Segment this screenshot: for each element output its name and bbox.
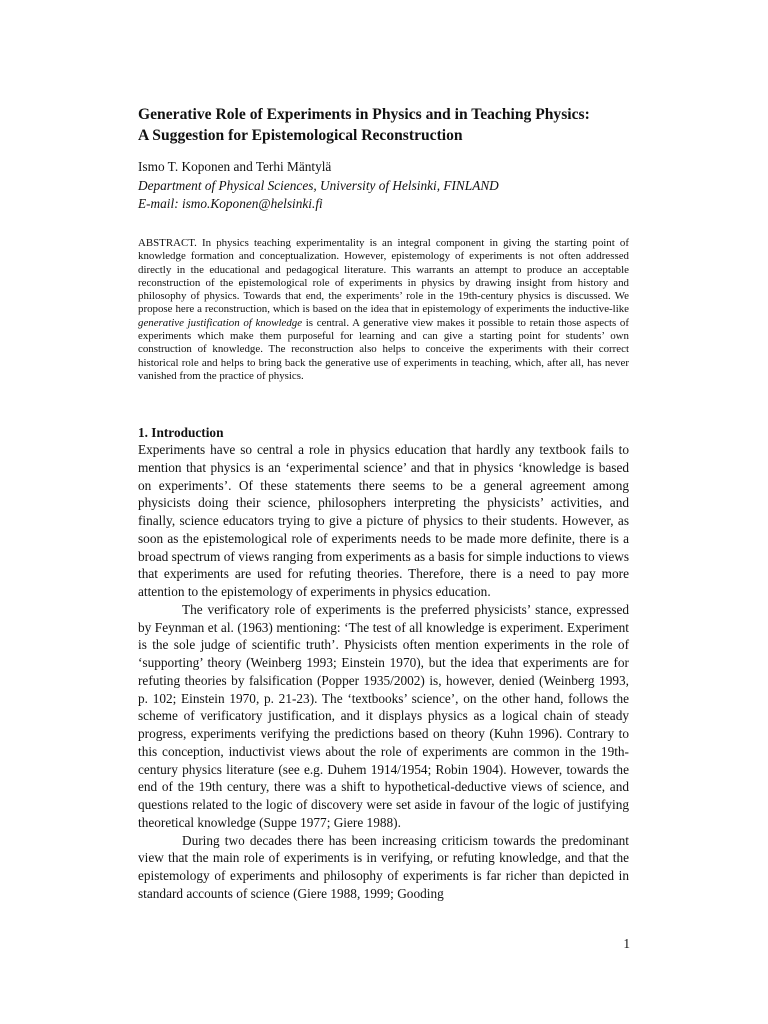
- title-line-2: A Suggestion for Epistemological Reconstruction: [138, 127, 463, 144]
- abstract-text-after: is central. A generative view makes it possible to retain those aspects of experiments which make them purposeful for learning and can give a starting point for students’ own construction of knowledge. The reconstruction also helps to conceive the experiments with their correct historical role and helps to bring back the generative use of experiments in teaching, which, after all, has never vanished from the practice of physics.: [138, 316, 629, 382]
- abstract-text-before: ABSTRACT. In physics teaching experimentality is an integral component in giving the starting point of knowledge formation and conceptualization. However, epistemology of experiments is not often addressed directly in the educational and pedagogical literature. This warrants an attempt to produce an acceptable reconstruction of the epistemological role of experiments in physics by drawing insight from history and philosophy of physics. Towards that end, the experiments’ role in the 19th-century physics is discussed. We propose here a reconstruction, which is based on the idea that in epistemology of experiments the inductive-like: [138, 237, 629, 316]
- page-number: 1: [623, 936, 630, 951]
- section-heading: 1. Introduction: [138, 425, 224, 440]
- title-line-1: Generative Role of Experiments in Physics and in Teaching Physics:: [138, 106, 590, 123]
- affiliation: [138, 177, 638, 213]
- paper-title: [138, 104, 638, 146]
- email: E-mail: ismo.Koponen@helsinki.fi: [138, 196, 323, 211]
- paragraph-3: During two decades there has been increasing criticism towards the predominant view that the main role of experiments is in verifying, or refuting knowledge, and that the epistemology of experiments and philosophy of experiments is far richer than depicted in standard accounts of science (Giere 1988, 1999; Gooding: [138, 832, 629, 901]
- paragraph-2: The verificatory role of experiments is the preferred physicists’ stance, expressed by Feynman et al. (1963) mentioning: ‘The test of all knowledge is experiment. Experiment is the sole judge of scientific truth’. Physicists often mention experiments in the role of ‘supporting’ theory (Weinberg 1993; Einstein 1970), but the idea that experiments are for refuting theories by falsification (Popper 1935/2002) is, however, denied (Weinberg 1993, p. 102; Einstein 1970, p. 21-23). The ‘textbooks’ science’, on the other hand, follows the scheme of verificatory justification, and it displays physics as a logical chain of steady progress, experiments verifying the predictions based on theory (Kuhn 1996). Contrary to this conception, inductivist views about the role of experiments are common in the 19th-century physics literature (see e.g. Duhem 1914/1954; Robin 1904). However, towards the end of the 19th century, there was a shift to hypothetical-deductive views of science, and questions related to the logic of discovery were set aside in favour of the logic of justifying theoretical knowledge (Suppe 1977; Giere 1988).: [138, 601, 629, 830]
- department: Department of Physical Sciences, University of Helsinki, FINLAND: [138, 178, 499, 193]
- abstract-emphasis: generative justification of knowledge: [138, 316, 303, 329]
- authors: Ismo T. Koponen and Terhi Mäntylä: [138, 159, 332, 174]
- abstract: [138, 237, 629, 383]
- section-body: [138, 441, 629, 903]
- paragraph-1: Experiments have so central a role in physics education that hardly any textbook fails to mention that physics is an ‘experimental science’ and that in physics ‘knowledge is based on experiments’. Of these statements there seems to be a general agreement among physicists doing their science, philosophers interpreting the physicists’ activities, and finally, science educators trying to give a picture of physics to their students. However, as soon as the epistemological role of experiments needs to be made more definite, there is a broad spectrum of views ranging from experiments as a basis for simple inductions to views that experiments are used for refuting theories. Therefore, there is a need to pay more attention to the epistemology of experiments in physics education.: [138, 442, 629, 599]
